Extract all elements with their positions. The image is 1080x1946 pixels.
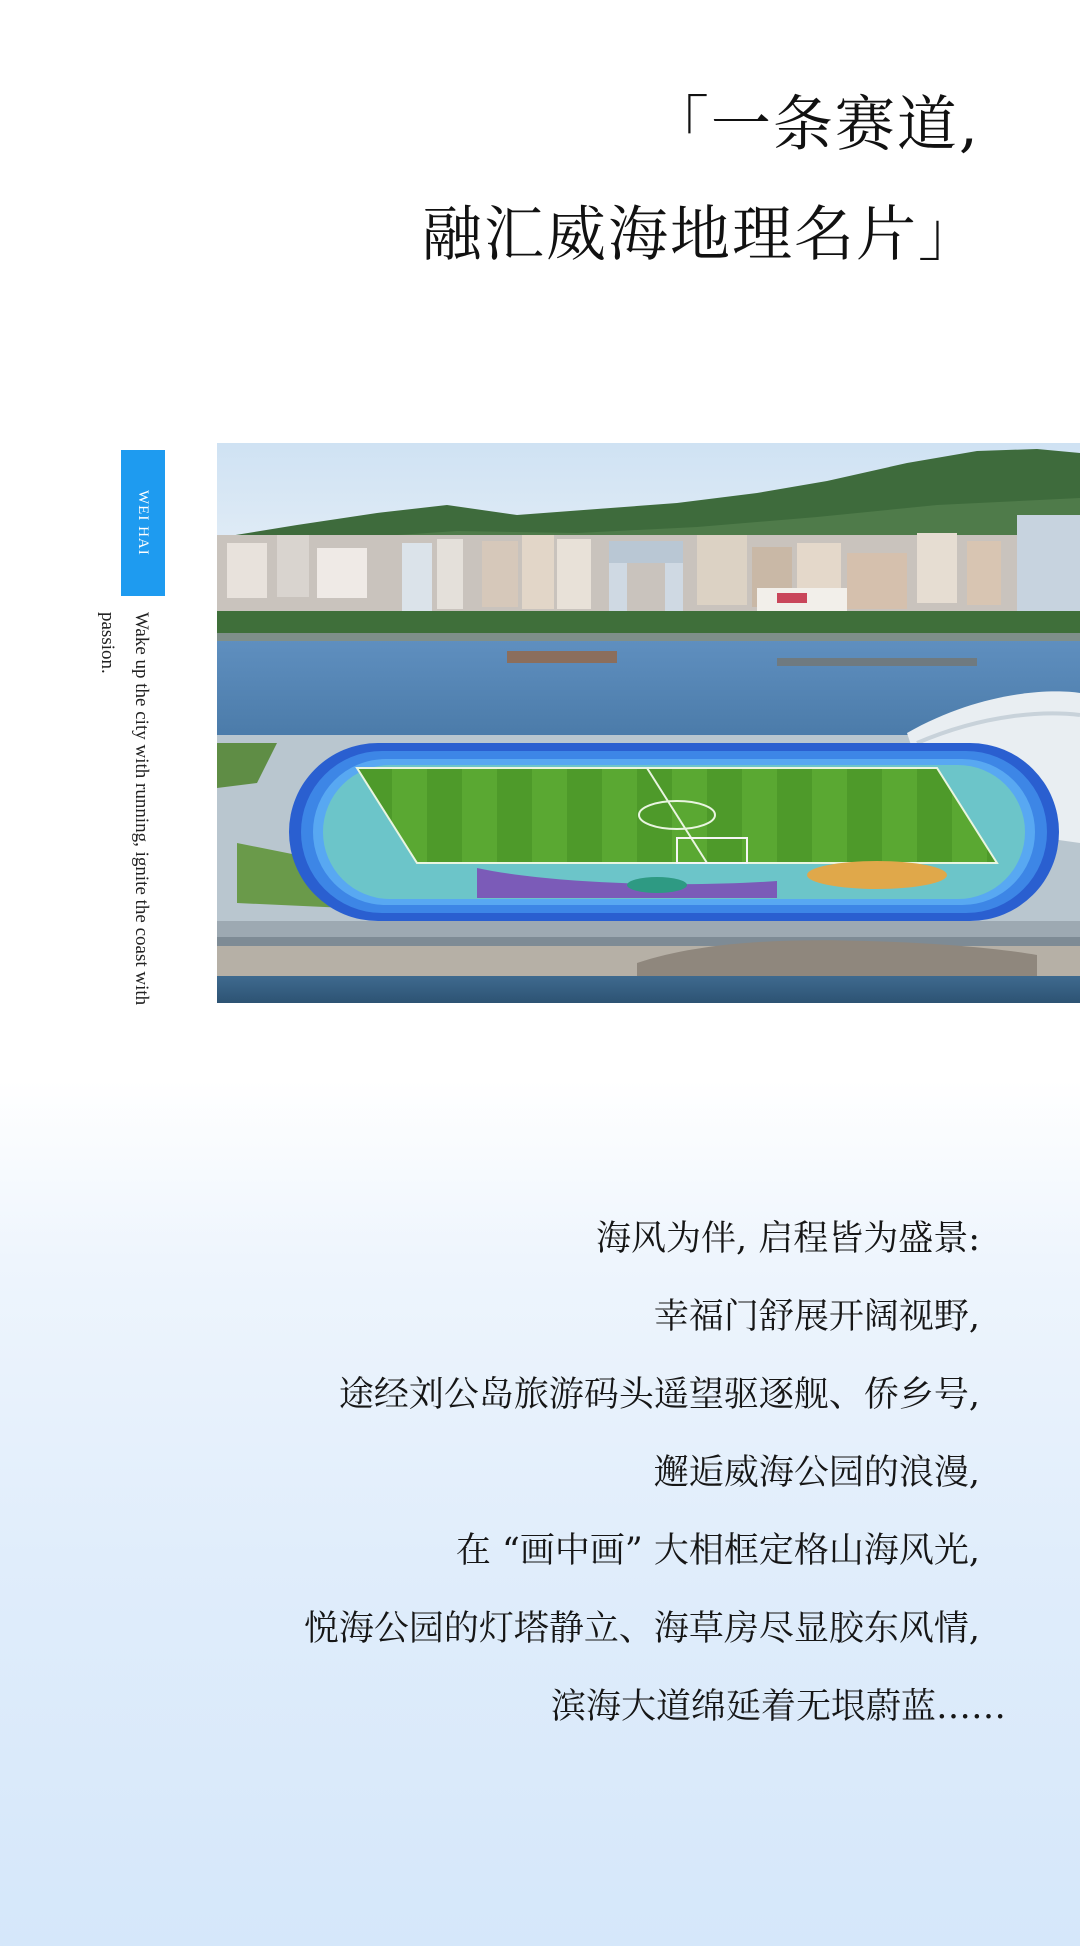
side-caption: Wake up the city with running, ignite the coast with passion. xyxy=(97,612,152,1006)
side-tag xyxy=(121,450,165,596)
poem-line-3: 途经刘公岛旅游码头遥望驱逐舰、侨乡号, xyxy=(338,1375,980,1415)
poem-line-6: 悦海公园的灯塔静立、海草房尽显胶东风情, xyxy=(303,1609,980,1649)
side-tag-text: WEI HAI xyxy=(135,490,151,556)
poem-line-2: 幸福门舒展开阔视野, xyxy=(653,1297,980,1337)
page-title xyxy=(220,70,980,290)
stadium-photo xyxy=(217,443,1080,1003)
title-line-1: 「一条赛道, xyxy=(648,90,980,160)
title-line-2: 融汇威海地理名片」 xyxy=(422,200,980,270)
poem-line-4: 邂逅威海公园的浪漫, xyxy=(653,1453,980,1493)
poem xyxy=(80,1200,1006,1746)
poem-line-1: 海风为伴, 启程皆为盛景: xyxy=(595,1219,980,1259)
poem-line-5: 在 “画中画” 大相框定格山海风光, xyxy=(455,1531,980,1571)
poem-line-7: 滨海大道绵延着无垠蔚蓝…… xyxy=(550,1687,1006,1727)
